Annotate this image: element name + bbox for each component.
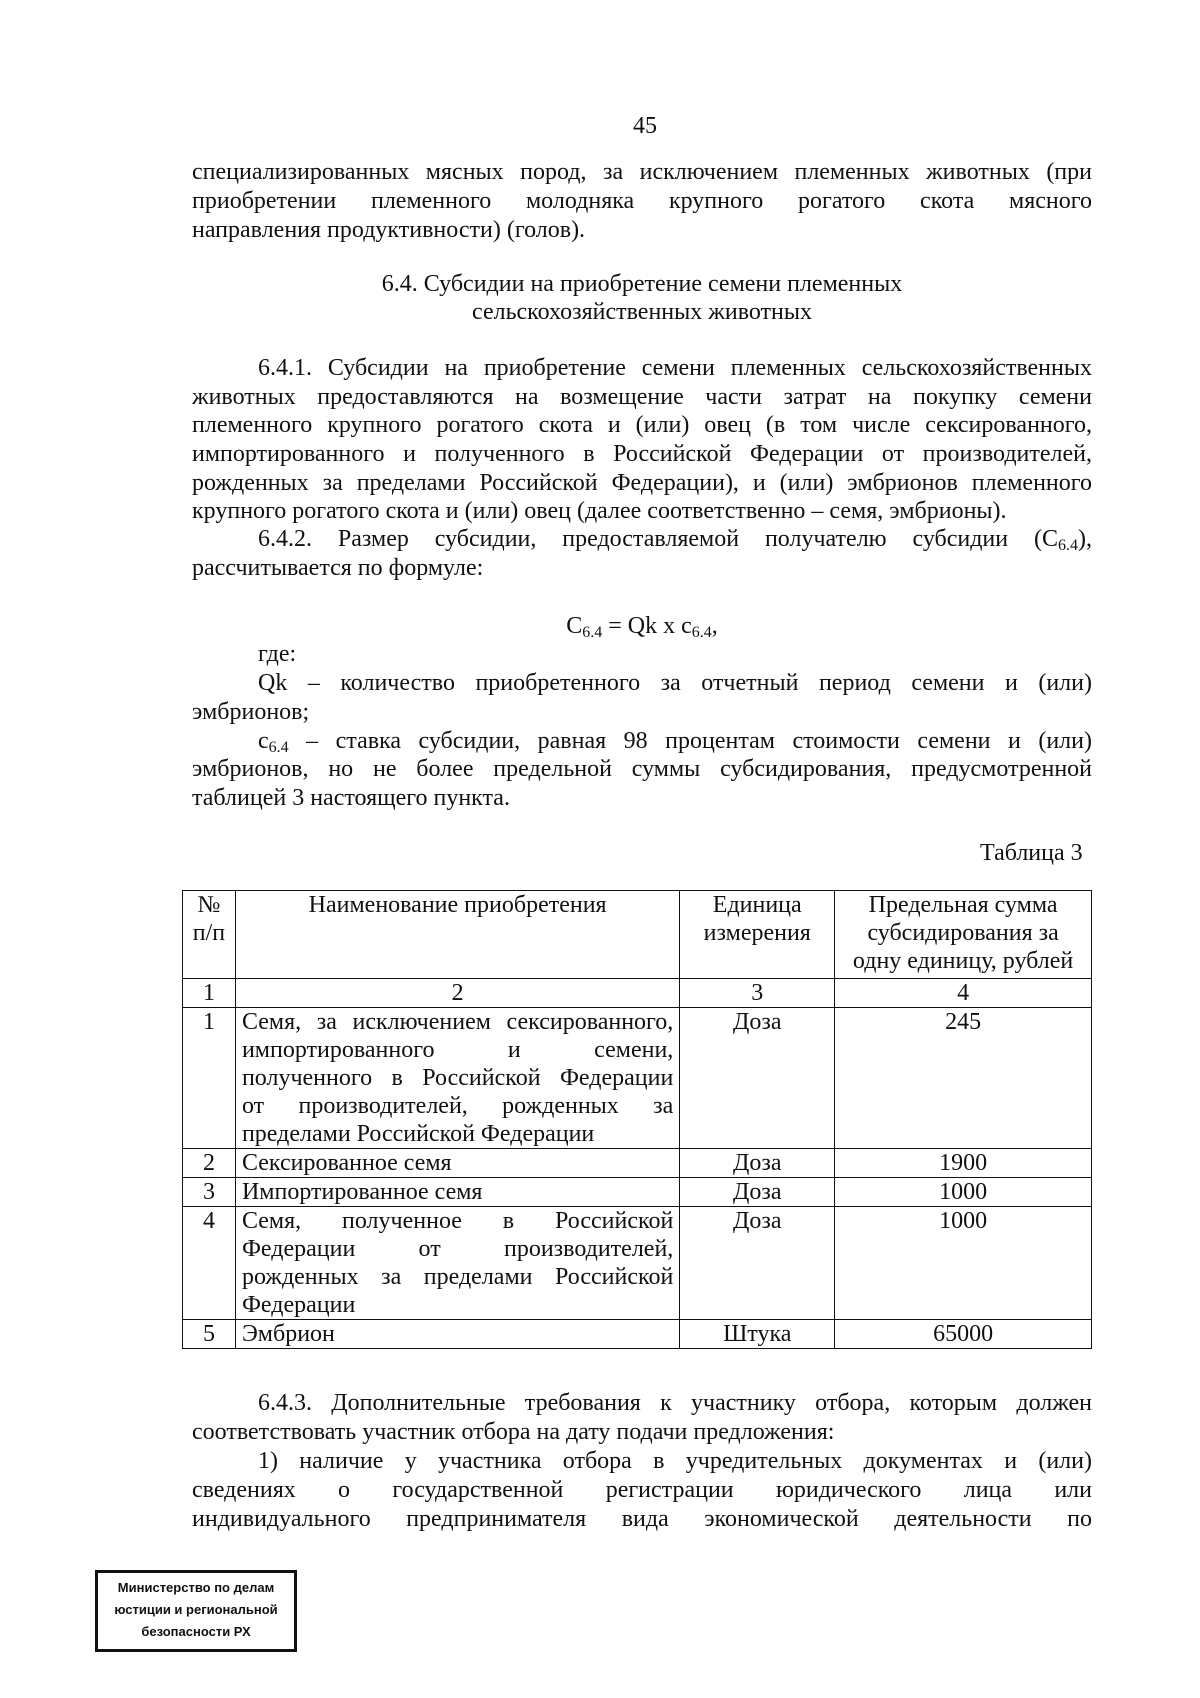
p641-line-1: 6.4.1. Субсидии на приобретение семени племенных сельскохозяйственных (258, 355, 1092, 381)
header-name: Наименование приобретения (235, 891, 679, 979)
table-row (183, 1178, 1092, 1207)
row-unit: Доза (680, 1008, 835, 1149)
table-row (183, 1149, 1092, 1178)
table-colnum-row (183, 979, 1092, 1008)
row-name-line: от производителей, рожденных за (241, 1093, 674, 1119)
row-amount: 245 (835, 1008, 1092, 1149)
p641-line-2: животных предоставляются на возмещение части затрат на покупку семени (192, 384, 1092, 410)
stamp-line-3: безопасности РХ (141, 1624, 251, 1639)
row-name (235, 1178, 679, 1207)
row-number: 5 (183, 1320, 236, 1349)
row-name-line: Импортированное семя (241, 1179, 483, 1205)
c64-text: – ставка субсидии, равная 98 процентам стоимости семени и (или) (288, 728, 1092, 754)
row-number: 3 (183, 1178, 236, 1207)
row-name-line: Семя, за исключением сексированного, (241, 1009, 674, 1035)
p641-line-6: крупного рогатого скота и (или) овец (далее соответственно – семя, эмбрионы). (192, 498, 1007, 524)
p641-line-5: рожденных за пределами Российской Федерации), и (или) эмбрионов племенного (192, 470, 1092, 496)
qk-line-2: эмбрионов; (192, 699, 310, 725)
row-unit: Доза (680, 1149, 835, 1178)
ministry-stamp (95, 1570, 297, 1652)
header-amount: Предельная сумма субсидирования за одну единицу, рублей (835, 891, 1092, 979)
row-name-line: пределами Российской Федерации (241, 1121, 595, 1147)
header-unit: Единица измерения (680, 891, 835, 979)
row-name-line: Федерации от производителей, (241, 1236, 674, 1262)
table-row (183, 1207, 1092, 1320)
formula-rhs-sub: 6.4 (691, 624, 712, 641)
stamp-line-2: юстиции и региональной (114, 1602, 278, 1617)
intro-line-1: специализированных мясных пород, за исключением племенных животных (при (192, 159, 1092, 185)
colnum-1: 1 (183, 979, 236, 1008)
row-name-line: полученного в Российской Федерации (241, 1065, 674, 1091)
row-name-line: Эмбрион (241, 1321, 335, 1347)
row-amount: 1000 (835, 1178, 1092, 1207)
row-amount: 1900 (835, 1149, 1092, 1178)
p642-subscript: 6.4 (1058, 537, 1078, 554)
formula-lhs: С (566, 613, 583, 639)
p643-line-2: соответствовать участник отбора на дату подачи предложения: (192, 1419, 835, 1445)
row-name-line: Федерации (241, 1292, 356, 1318)
p641-line-3: племенного крупного рогатого скота и (или) овец (в том числе сексированного, (192, 412, 1092, 438)
intro-line-3: направления продуктивности) (голов). (192, 217, 586, 243)
section-title-line-2: сельскохозяйственных животных (472, 299, 812, 325)
section-title-line-1: 6.4. Субсидии на приобретение семени племенных (381, 271, 903, 297)
formula-end: , (711, 613, 718, 639)
row-name (235, 1008, 679, 1149)
p642-text: 6.4.2. Размер субсидии, предоставляемой получателю субсидии (С (258, 526, 1058, 552)
p643-line-4: сведениях о государственной регистрации юридического лица или (192, 1477, 1092, 1503)
stamp-line-1: Министерство по делам (117, 1580, 275, 1595)
row-number: 4 (183, 1207, 236, 1320)
subsidy-table (182, 890, 1092, 1349)
table-header-row (183, 891, 1092, 979)
qk-line-1: Qk – количество приобретенного за отчетный период семени и (или) (258, 670, 1092, 696)
row-number: 1 (183, 1008, 236, 1149)
p643-line-1: 6.4.3. Дополнительные требования к участнику отбора, которым должен (258, 1390, 1092, 1416)
table-row (183, 1320, 1092, 1349)
c64-subscript: 6.4 (268, 739, 289, 756)
row-unit: Доза (680, 1178, 835, 1207)
formula-mid: = Qk x с (602, 613, 692, 639)
c64-symbol: с (258, 728, 269, 754)
formula (192, 612, 1092, 647)
header-number: № п/п (183, 891, 236, 979)
row-unit: Доза (680, 1207, 835, 1320)
table-label: Таблица 3 (980, 840, 1083, 866)
row-name-line: Сексированное семя (241, 1150, 452, 1176)
colnum-4: 4 (835, 979, 1092, 1008)
p643-line-3: 1) наличие у участника отбора в учредительных документах и (или) (258, 1448, 1092, 1474)
row-name (235, 1320, 679, 1349)
where-label: где: (258, 641, 297, 667)
table-row (183, 1008, 1092, 1149)
p641-line-4: импортированного и полученного в Российской Федерации от производителей, (192, 441, 1092, 467)
page-number: 45 (633, 113, 657, 139)
row-amount: 1000 (835, 1207, 1092, 1320)
row-amount: 65000 (835, 1320, 1092, 1349)
c64-line-2: эмбрионов, но не более предельной суммы субсидирования, предусмотренной (192, 756, 1092, 782)
row-name-line: Семя, полученное в Российской (241, 1208, 674, 1234)
p643-line-5: индивидуального предпринимателя вида экономической деятельности по (192, 1506, 1092, 1532)
row-number: 2 (183, 1149, 236, 1178)
p642-line-2: рассчитывается по формуле: (192, 555, 484, 581)
intro-line-2: приобретении племенного молодняка крупного рогатого скота мясного (192, 188, 1092, 214)
colnum-2: 2 (235, 979, 679, 1008)
p642-end: ), (1078, 526, 1092, 552)
row-unit: Штука (680, 1320, 835, 1349)
row-name-line: импортированного и семени, (241, 1037, 674, 1063)
row-name (235, 1149, 679, 1178)
row-name (235, 1207, 679, 1320)
row-name-line: рожденных за пределами Российской (241, 1264, 674, 1290)
formula-lhs-sub: 6.4 (582, 624, 603, 641)
c64-line-3: таблицей 3 настоящего пункта. (192, 785, 510, 811)
colnum-3: 3 (680, 979, 835, 1008)
